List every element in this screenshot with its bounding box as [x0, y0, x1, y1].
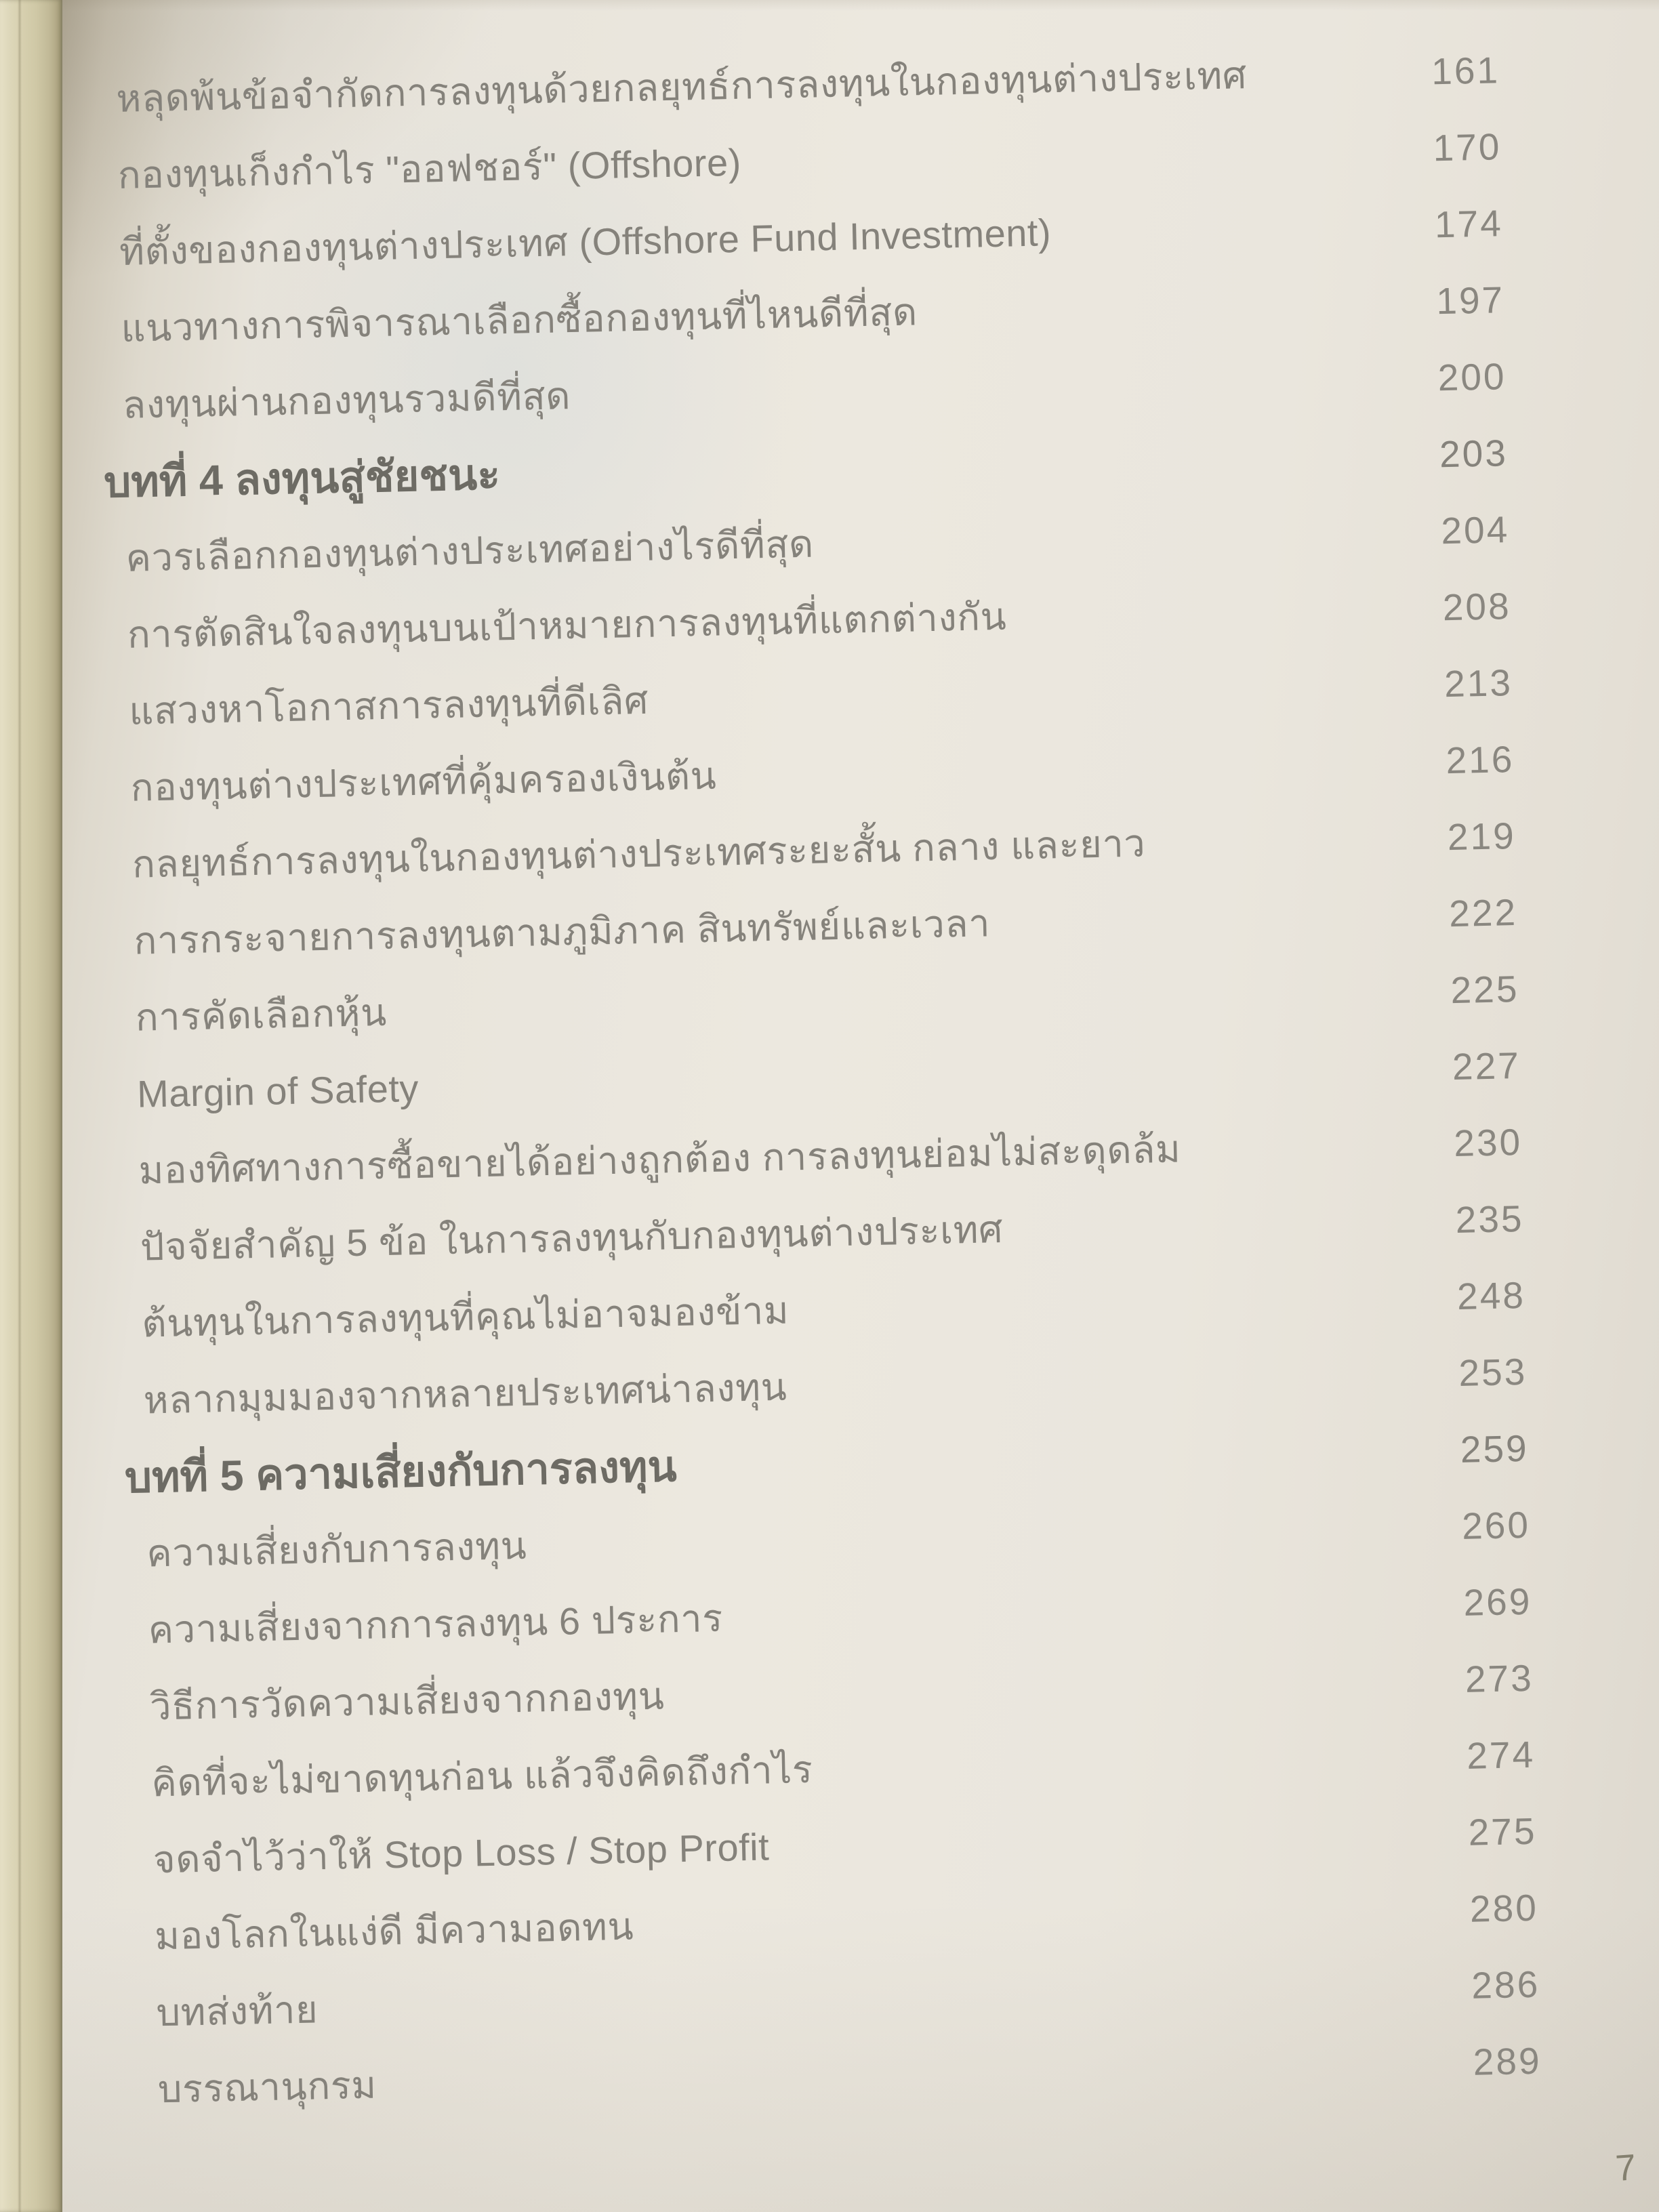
toc-entry-page-number: 286: [1471, 1963, 1540, 2007]
toc-entry-page-number: 260: [1461, 1503, 1531, 1547]
toc-entry-page-number: 200: [1437, 354, 1507, 398]
toc-entry-page-number: 208: [1442, 584, 1512, 628]
toc-entry-title: มองทิศทางการซื้อขายได้อย่างถูกต้อง การลงทุนย่อมไม่สะดุดล้ม: [138, 1127, 1181, 1192]
toc-entry-title: ควรเลือกกองทุนต่างประเทศอย่างไรดีที่สุด: [125, 522, 815, 579]
toc-entry-page-number: 216: [1445, 737, 1515, 781]
toc-entry-page-number: 275: [1468, 1809, 1538, 1853]
toc-entry-title: บทส่งท้าย: [155, 1988, 319, 2034]
toc-entry-title: จดจำไว้ว่าให้ Stop Loss / Stop Profit: [152, 1825, 770, 1881]
toc-entry-page-number: 253: [1458, 1350, 1528, 1394]
toc-entry-title: การกระจายการลงทุนตามภูมิภาค สินทรัพย์และเวลา: [133, 901, 991, 962]
toc-entry-page-number: 225: [1450, 967, 1520, 1011]
toc-entry-title: ความเสี่ยงจากการลงทุน 6 ประการ: [148, 1596, 724, 1652]
toc-entry-page-number: 222: [1448, 890, 1518, 935]
toc-entry-title: ต้นทุนในการลงทุนที่คุณไม่อาจมองข้าม: [141, 1288, 790, 1345]
toc-entry-page-number: 204: [1440, 508, 1510, 552]
toc-entry-page-number: 161: [1431, 48, 1500, 92]
toc-entry-title: บทที่ 5 ความเสี่ยงกับการลงทุน: [124, 1442, 678, 1502]
toc-entry-title: กองทุนต่างประเทศที่คุ้มครองเงินต้น: [130, 754, 717, 809]
toc-entry-title: แสวงหาโอกาสการลงทุนที่ดีเลิศ: [128, 678, 649, 733]
toc-entry-title: หลุดพ้นข้อจำกัดการลงทุนด้วยกลยุทธ์การลงทุนในกองทุนต่างประเทศ: [115, 54, 1248, 121]
toc-entry-page-number: 203: [1439, 431, 1509, 475]
toc-entry-page-number: 227: [1452, 1044, 1521, 1088]
book-spine-edge: [0, 0, 62, 2212]
toc-entry-page-number: 280: [1469, 1886, 1539, 1930]
toc-entry-title: หลากมุมมองจากหลายประเทศน่าลงทุน: [142, 1365, 787, 1422]
toc-entry-title: ลงทุนผ่านกองทุนรวมดีที่สุด: [122, 374, 571, 426]
spine-crease-line: [18, 0, 22, 2212]
toc-entry-page-number: 170: [1432, 125, 1502, 169]
toc-entry-title: กลยุทธ์การลงทุนในกองทุนต่างประเทศระยะสั้น กลาง และยาว: [131, 821, 1146, 886]
toc-entry-title: ความเสี่ยงกับการลงทุน: [146, 1523, 527, 1575]
toc-entry-page-number: 219: [1447, 814, 1517, 858]
toc-entry-title: Margin of Safety: [136, 1067, 419, 1115]
page-footer-number: 7: [1614, 2147, 1638, 2189]
toc-entry-page-number: 289: [1473, 2039, 1542, 2083]
toc-entry-page-number: 213: [1443, 661, 1513, 705]
toc-entry-title: มองโลกในแง่ดี มีความอดทน: [154, 1904, 634, 1958]
toc-entry-page-number: 248: [1456, 1273, 1526, 1317]
table-of-contents: [62, 28, 1659, 2129]
toc-entry-page-number: 197: [1435, 278, 1505, 322]
toc-entry-title: ที่ตั้งของกองทุนต่างประเทศ (Offshore Fund Investment): [119, 211, 1052, 273]
toc-entry-title: แนวทางการพิจารณาเลือกซื้อกองทุนที่ไหนดีที่สุด: [120, 290, 918, 350]
toc-entry-page-number: 273: [1465, 1656, 1534, 1700]
toc-entry-title: ปัจจัยสำคัญ 5 ข้อ ในการลงทุนกับกองทุนต่างประเทศ: [140, 1207, 1004, 1269]
toc-entry-page-number: 174: [1434, 201, 1504, 245]
toc-entry-page-number: 230: [1453, 1120, 1523, 1164]
toc-entry-page-number: 259: [1460, 1427, 1530, 1471]
toc-entry-title: คิดที่จะไม่ขาดทุนก่อน แล้วจึงคิดถึงกำไร: [150, 1748, 813, 1805]
paper-page: [62, 0, 1659, 2212]
toc-entry-title: กองทุนเก็งกำไร "ออฟชอร์" (Offshore): [117, 140, 742, 197]
toc-entry-page-number: 274: [1466, 1733, 1536, 1777]
toc-entry-title: การตัดสินใจลงทุนบนเป้าหมายการลงทุนที่แตกต่างกัน: [127, 594, 1007, 656]
toc-entry-page-number: 235: [1455, 1197, 1525, 1241]
toc-entry-title: บรรณานุกรม: [157, 2063, 377, 2111]
toc-entry-title: วิธีการวัดความเสี่ยงจากกองทุน: [149, 1674, 665, 1728]
toc-entry-title: การคัดเลือกหุ้น: [135, 990, 388, 1039]
toc-entry-page-number: 269: [1462, 1580, 1532, 1624]
toc-entry-title: บทที่ 4 ลงทุนสู่ชัยชนะ: [103, 450, 501, 507]
